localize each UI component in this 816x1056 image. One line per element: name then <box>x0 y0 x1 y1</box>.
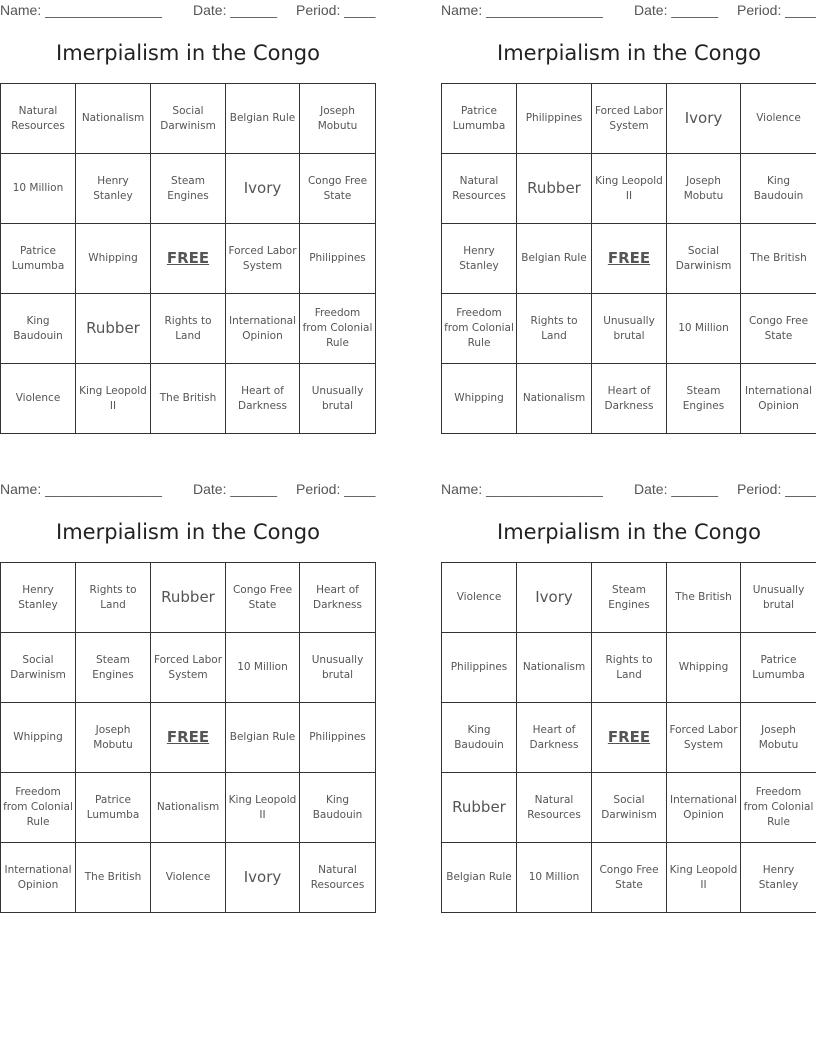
bingo-cell: Natural Resources <box>517 773 592 843</box>
bingo-cell: Steam Engines <box>151 154 226 224</box>
bingo-cell: Henry Stanley <box>442 224 517 294</box>
bingo-cell: King Leopold II <box>226 773 300 843</box>
bingo-grid <box>441 83 816 434</box>
bingo-grid <box>441 562 816 913</box>
name-line: Name: _______________ <box>0 2 162 18</box>
bingo-cell: Natural Resources <box>442 154 517 224</box>
card-header <box>0 2 380 20</box>
bingo-cell: Ivory <box>667 84 741 154</box>
card-title: Imerpialism in the Congo <box>56 520 320 544</box>
bingo-cell: King Baudouin <box>442 703 517 773</box>
bingo-cell: Ivory <box>226 154 300 224</box>
bingo-cell: Violence <box>151 843 226 912</box>
bingo-cell: Henry Stanley <box>1 563 76 633</box>
bingo-cell: Henry Stanley <box>758 863 799 891</box>
bingo-cell: Rights to Land <box>151 294 226 364</box>
bingo-cell: International Opinion <box>744 384 812 412</box>
bingo-cell: Unusually brutal <box>592 294 667 364</box>
bingo-cell: Ivory <box>517 563 592 633</box>
bingo-cell: 10 Million <box>226 633 300 703</box>
period-line: Period: ____ <box>737 481 816 497</box>
bingo-cell: Philippines <box>517 84 592 154</box>
bingo-cell: Philippines <box>300 703 375 773</box>
bingo-cell: Rubber <box>517 154 592 224</box>
bingo-cell: Nationalism <box>151 773 226 843</box>
name-line: Name: _______________ <box>441 481 603 497</box>
bingo-cell: Steam Engines <box>592 563 667 633</box>
bingo-cell: Nationalism <box>517 633 592 703</box>
card-title: Imerpialism in the Congo <box>56 41 320 65</box>
bingo-cell: King Baudouin <box>1 294 76 364</box>
bingo-cell: Social Darwinism <box>1 633 76 703</box>
bingo-cell: Philippines <box>300 224 375 294</box>
bingo-cell: Forced Labor System <box>226 224 300 294</box>
date-line: Date: ______ <box>193 2 278 18</box>
bingo-cell: The British <box>76 843 151 912</box>
name-line: Name: _______________ <box>0 481 162 497</box>
bingo-cell: Congo Free State <box>226 563 300 633</box>
bingo-cell: The British <box>151 364 226 433</box>
card-header <box>441 2 816 20</box>
period-line: Period: ____ <box>296 2 376 18</box>
bingo-cell: King Leopold II <box>592 154 667 224</box>
bingo-card-1 <box>0 0 376 440</box>
bingo-cell: Rubber <box>151 563 226 633</box>
bingo-cell: Whipping <box>667 633 741 703</box>
free-space: FREE <box>592 703 667 773</box>
bingo-cell: Freedom from Colonial Rule <box>442 294 517 364</box>
bingo-cell: Whipping <box>1 703 76 773</box>
free-space: FREE <box>151 224 226 294</box>
card-title: Imerpialism in the Congo <box>497 41 761 65</box>
bingo-grid <box>0 83 376 434</box>
bingo-card-3 <box>0 479 376 919</box>
bingo-cell: 10 Million <box>517 843 592 912</box>
bingo-cell: Congo Free State <box>741 294 816 364</box>
bingo-cell: 10 Million <box>1 154 76 224</box>
bingo-cell: Freedom from Colonial Rule <box>741 773 816 843</box>
bingo-cell: Belgian Rule <box>226 84 300 154</box>
date-line: Date: ______ <box>634 481 719 497</box>
bingo-cell: Belgian Rule <box>442 843 517 912</box>
bingo-cell: Congo Free State <box>300 154 375 224</box>
bingo-cell: Patrice Lumumba <box>442 84 517 154</box>
bingo-cell: Forced Labor System <box>151 633 226 703</box>
bingo-cell: Social Darwinism <box>667 224 741 294</box>
bingo-card-4 <box>441 479 816 919</box>
period-line: Period: ____ <box>737 2 816 18</box>
bingo-cell: Patrice Lumumba <box>1 224 76 294</box>
bingo-cell: Heart of Darkness <box>300 563 375 633</box>
date-line: Date: ______ <box>193 481 278 497</box>
bingo-cell: Joseph Mobutu <box>300 84 375 154</box>
bingo-cell: Rubber <box>76 294 151 364</box>
bingo-cell: Heart of Darkness <box>226 364 300 433</box>
bingo-cell: Rights to Land <box>592 633 667 703</box>
bingo-cell: Joseph Mobutu <box>667 154 741 224</box>
bingo-cell: The British <box>667 563 741 633</box>
date-line: Date: ______ <box>634 2 719 18</box>
card-header <box>0 481 380 499</box>
bingo-cell: Congo Free State <box>592 843 667 912</box>
bingo-cell: Steam Engines <box>667 364 741 433</box>
bingo-cell: Freedom from Colonial Rule <box>300 294 375 364</box>
card-header <box>441 481 816 499</box>
bingo-cell: Whipping <box>442 364 517 433</box>
bingo-cell: International Opinion <box>1 843 76 912</box>
bingo-cell: Joseph Mobutu <box>741 703 816 773</box>
bingo-cell: Patrice Lumumba <box>76 773 151 843</box>
bingo-cell: Whipping <box>76 224 151 294</box>
bingo-cell: Patrice Lumumba <box>741 633 816 703</box>
bingo-cell: Belgian Rule <box>517 224 592 294</box>
bingo-cell: Rubber <box>442 773 517 843</box>
bingo-cell: King Leopold II <box>76 364 151 433</box>
bingo-card-2 <box>441 0 816 440</box>
bingo-cell: Unusually brutal <box>300 633 375 703</box>
card-title: Imerpialism in the Congo <box>497 520 761 544</box>
bingo-cell: Forced Labor System <box>592 84 667 154</box>
bingo-cell: Natural Resources <box>310 863 365 891</box>
bingo-cell: International Opinion <box>667 773 741 843</box>
bingo-cell: Philippines <box>442 633 517 703</box>
bingo-cell: Natural Resources <box>1 84 76 154</box>
name-line: Name: _______________ <box>441 2 603 18</box>
bingo-cell: Social Darwinism <box>151 84 226 154</box>
bingo-cell: Rights to Land <box>76 563 151 633</box>
bingo-cell: International Opinion <box>226 294 300 364</box>
bingo-cell: Rights to Land <box>517 294 592 364</box>
bingo-cell: Unusually brutal <box>741 563 816 633</box>
bingo-cell: Freedom from Colonial Rule <box>1 773 76 843</box>
period-line: Period: ____ <box>296 481 376 497</box>
bingo-cell: Forced Labor System <box>667 703 741 773</box>
bingo-grid <box>0 562 376 913</box>
bingo-cell: Steam Engines <box>76 633 151 703</box>
bingo-cell: Ivory <box>226 843 300 912</box>
bingo-cell: Violence <box>741 84 816 154</box>
bingo-cell: Nationalism <box>517 364 592 433</box>
free-space: FREE <box>151 703 226 773</box>
bingo-cell: King Baudouin <box>300 773 375 843</box>
free-space: FREE <box>592 224 667 294</box>
bingo-cell: Nationalism <box>76 84 151 154</box>
bingo-cell: Heart of Darkness <box>592 364 667 433</box>
bingo-cell: King Leopold II <box>667 843 741 912</box>
bingo-cell: Unusually brutal <box>311 384 364 412</box>
bingo-cell: Violence <box>442 563 517 633</box>
bingo-cell: 10 Million <box>667 294 741 364</box>
bingo-cell: Joseph Mobutu <box>76 703 151 773</box>
bingo-cell: King Baudouin <box>741 154 816 224</box>
bingo-cell: Heart of Darkness <box>517 703 592 773</box>
bingo-cell: The British <box>741 224 816 294</box>
bingo-cell: Belgian Rule <box>226 703 300 773</box>
bingo-cell: Henry Stanley <box>76 154 151 224</box>
bingo-cell: Social Darwinism <box>592 773 667 843</box>
bingo-cell: Violence <box>1 364 76 433</box>
